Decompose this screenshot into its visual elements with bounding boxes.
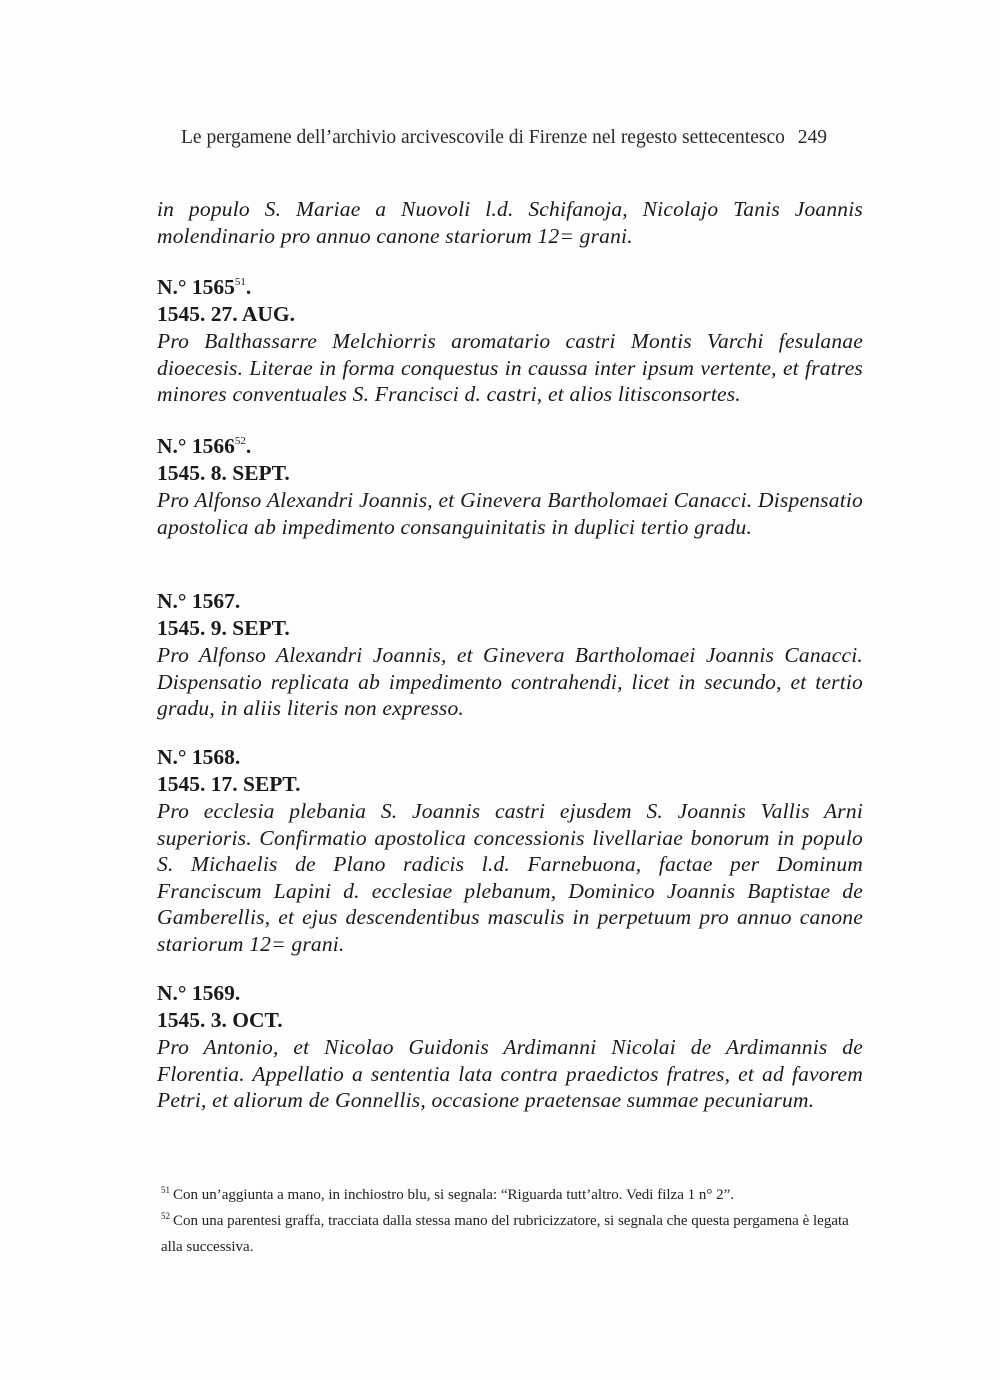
footnote-51 xyxy=(161,1182,867,1208)
entry-date: 1545. 8. SEPT. xyxy=(157,461,290,485)
entry-1568 xyxy=(157,744,863,957)
entry-text: Pro ecclesia plebania S. Joannis castri ejusdem S. Joannis Vallis Arni superioris. Confirmatio apostolica concessionis livellariae bonorum in populo S. Michaelis de Plano radicis l.d. Farnebuona, factae per Dominum Franciscum Lapini d. ecclesiae plebanum, Dominico Joannis Baptistae de Gamberellis, et ejus descendentibus masculis in perpetuum pro annuo canone stariorum 12= grani. xyxy=(157,799,863,956)
running-header xyxy=(181,124,861,152)
entry-1565 xyxy=(157,274,863,408)
footnote-text: Con una parentesi graffa, tracciata dalla stessa mano del rubricizzatore, si segnala che questa pergamena è legata alla successiva. xyxy=(161,1213,849,1255)
page-number: 249 xyxy=(797,127,827,148)
footnote-52 xyxy=(161,1208,867,1260)
entry-number: N.° 1568. xyxy=(157,745,241,769)
entry-date: 1545. 3. OCT. xyxy=(157,1008,283,1032)
entry-text: Pro Balthassarre Melchiorris aromatario castri Montis Varchi fesulanae dioecesis. Literae in forma conquestus in caussa inter ipsum vertente, et fratres minores conventuales S. Francisci d. castri, et alios litisconsortes. xyxy=(157,329,863,406)
entry-1566 xyxy=(157,433,863,540)
entry-text: Pro Antonio, et Nicolao Guidonis Ardimanni Nicolai de Ardimannis de Florentia. Appellatio a sententia lata contra praedictos fratres, et ad favorem Petri, et aliorum de Gonnellis, occasione praetensae summae pecuniarum. xyxy=(157,1035,863,1112)
footnote-mark: 52 xyxy=(161,1211,170,1221)
entry-number: N.° 1566$^{52}$. xyxy=(157,434,252,458)
entry-date: 1545. 27. AUG. xyxy=(157,302,295,326)
entry-1569 xyxy=(157,980,863,1114)
entry-1567 xyxy=(157,588,863,722)
entry-number: N.° 1567. xyxy=(157,589,241,613)
footnote-ref: 51 xyxy=(234,276,246,288)
footnote-ref: 52 xyxy=(234,435,246,447)
footnote-mark: 51 xyxy=(161,1185,170,1195)
entry-date: 1545. 9. SEPT. xyxy=(157,616,290,640)
entry-text: Pro Alfonso Alexandri Joannis, et Ginevera Bartholomaei Joannis Canacci. Dispensatio replicata ab impedimento contrahendi, licet in secundo, et tertio gradu, in aliis literis non expresso. xyxy=(157,643,863,720)
footnotes xyxy=(161,1182,867,1260)
continuation-text: in populo S. Mariae a Nuovoli l.d. Schifanoja, Nicolajo Tanis Joannis molendinario pro annuo canone stariorum 12= grani. xyxy=(157,197,863,248)
entry-text: Pro Alfonso Alexandri Joannis, et Ginevera Bartholomaei Canacci. Dispensatio apostolica ab impedimento consanguinitatis in duplici tertio gradu. xyxy=(157,488,863,539)
footnote-text: Con un’aggiunta a mano, in inchiostro blu, si segnala: “Riguarda tutt’altro. Vedi filza 1 n° 2”. xyxy=(173,1187,735,1203)
entry-number: N.° 1569. xyxy=(157,981,241,1005)
continuation-paragraph xyxy=(157,196,863,249)
entry-date: 1545. 17. SEPT. xyxy=(157,772,301,796)
running-title: Le pergamene dell’archivio arcivescovile di Firenze nel regesto settecentesco xyxy=(181,127,785,148)
entry-number: N.° 1565$^{51}$. xyxy=(157,275,252,299)
